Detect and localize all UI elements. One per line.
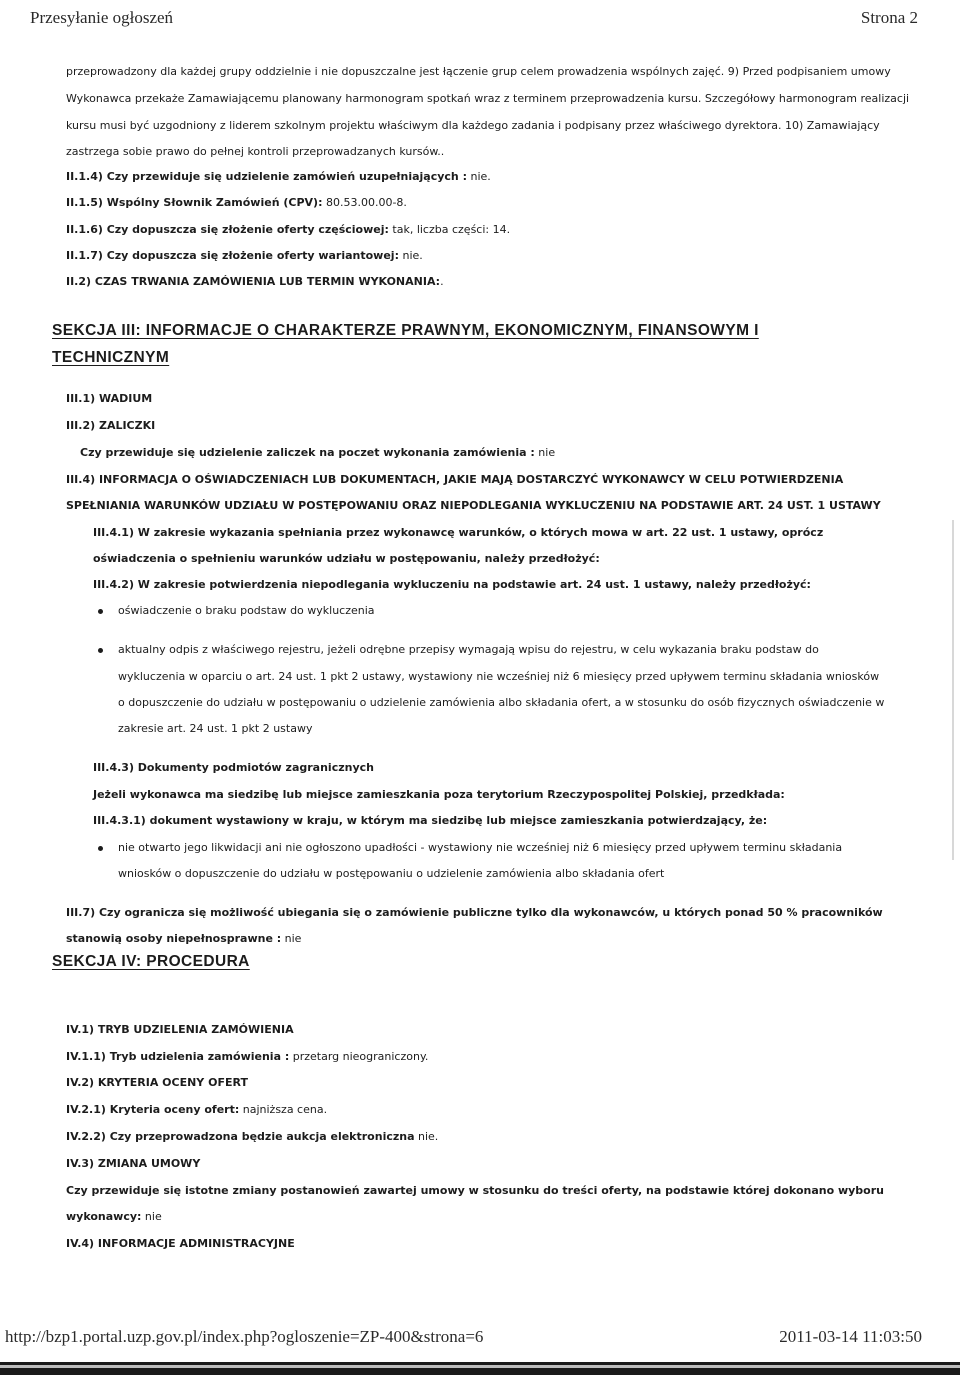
heading-iv-2 xyxy=(66,1076,248,1090)
item-value: nie xyxy=(141,1210,162,1223)
intro-line-4: zastrzega sobie prawo do pełnej kontroli przeprowadzanych kursów.. xyxy=(66,145,445,158)
list-item-2-line-4: zakresie art. 24 ust. 1 pkt 2 ustawy xyxy=(118,722,313,735)
item-text: III.4.3.1) dokument wystawiony w kraju, w którym ma siedzibę lub miejsce zamieszkania potwierdzający, że: xyxy=(93,814,768,827)
list-item-1: oświadczenie o braku podstaw do wykluczenia xyxy=(118,604,375,617)
item-ii-1-6 xyxy=(66,223,510,237)
heading-text: IV.4) INFORMACJE ADMINISTRACYJNE xyxy=(66,1237,295,1250)
item-label: IV.1.1) Tryb udzielenia zamówienia : xyxy=(66,1050,290,1063)
item-value: 80.53.00.00-8. xyxy=(322,196,407,209)
heading-text: III.2) ZALICZKI xyxy=(66,419,156,432)
list-item-2-line-3: o dopuszczenie do udziału w postępowaniu o udzielenie zamówienia albo składania ofert, a w stosunku do osób fizycznych oświadczenie w xyxy=(118,696,885,709)
item-value: nie. xyxy=(466,170,491,183)
item-value: najniższa cena. xyxy=(239,1103,328,1116)
scan-edge-mark xyxy=(952,520,954,860)
list-item-2-line-1: aktualny odpis z właściwego rejestru, jeżeli odrębne przepisy wymagają wpisu do rejestru, w celu wykazania braku podstaw do xyxy=(118,643,819,656)
item-value: przetarg nieograniczony. xyxy=(289,1050,429,1063)
item-text: III.4.3) Dokumenty podmiotów zagranicznych xyxy=(93,761,374,774)
item-ii-1-7 xyxy=(66,249,423,263)
intro-line-1: przeprowadzony dla każdej grupy oddzielnie i nie dopuszczalne jest łączenie grup celem prowadzenia wspólnych zajęć. 9) Przed podpisaniem umowy xyxy=(66,65,891,78)
footer-datetime: 2011-03-14 11:03:50 xyxy=(779,1327,922,1346)
item-label: wykonawcy: xyxy=(66,1210,142,1223)
heading-text: IV.1) TRYB UDZIELENIA ZAMÓWIENIA xyxy=(66,1023,294,1036)
list-item-3-line-2: wniosków o dopuszczenie do udziału w postępowaniu o udzielenie zamówienia albo składania ofert xyxy=(118,867,665,880)
item-value: . xyxy=(440,275,444,288)
item-iii-4-1-line-1 xyxy=(93,526,823,540)
item-ii-1-4 xyxy=(66,170,491,184)
item-label: II.1.5) Wspólny Słownik Zamówień (CPV): xyxy=(66,196,323,209)
heading-wadium xyxy=(66,392,152,406)
item-iv-3-line-2 xyxy=(66,1210,162,1224)
bullet-icon xyxy=(98,648,103,653)
item-text: Jeżeli wykonawca ma siedzibę lub miejsce zamieszkania poza terytorium Rzeczypospolitej Polskiej, przedkłada: xyxy=(93,788,785,801)
item-value: nie xyxy=(281,932,302,945)
intro-line-3: kursu musi być uzgodniony z liderem szkolnym projektu właściwym dla każdego zadania i podpisany przez właściwego dyrektora. 10) Zamawiający xyxy=(66,119,880,132)
page-number: Strona 2 xyxy=(860,8,918,27)
list-item-2-line-2: wykluczenia w oparciu o art. 24 ust. 1 pkt 2 ustawy, wystawiony nie wcześniej niż 6 miesięcy przed upływem terminu składania wniosków xyxy=(118,670,880,683)
heading-text: IV.2) KRYTERIA OCENY OFERT xyxy=(66,1076,248,1089)
heading-text: SPEŁNIANIA WARUNKÓW UDZIAŁU W POSTĘPOWANIU ORAZ NIEPODLEGANIA WYKLUCZENIU NA PODSTAWIE ART. 24 UST. 1 USTAWY xyxy=(66,499,881,512)
item-label: II.1.6) Czy dopuszcza się złożenie oferty częściowej: xyxy=(66,223,389,236)
item-label: II.2) CZAS TRWANIA ZAMÓWIENIA LUB TERMIN WYKONANIA: xyxy=(66,275,441,288)
section-iv-title: SEKCJA IV: PROCEDURA xyxy=(52,953,250,970)
item-text: III.4.1) W zakresie wykazania spełniania przez wykonawcę warunków, o których mowa w art. 22 ust. 1 ustawy, oprócz xyxy=(93,526,824,539)
item-iii-7-line-2 xyxy=(66,932,301,946)
item-iii-7-line-1 xyxy=(66,906,883,920)
item-text: III.4.2) W zakresie potwierdzenia niepodlegania wykluczeniu na podstawie art. 24 ust. 1 ustawy, należy przedłożyć: xyxy=(93,578,811,591)
item-value: nie. xyxy=(398,249,423,262)
bullet-icon xyxy=(98,609,103,614)
item-iv-2-1 xyxy=(66,1103,327,1117)
item-text: Czy przewiduje się istotne zmiany postanowień zawartej umowy w stosunku do treści oferty, na podstawie której dokonano wyboru xyxy=(66,1184,884,1197)
item-iv-3-line-1 xyxy=(66,1184,884,1198)
intro-line-2: Wykonawca przekaże Zamawiającemu planowany harmonogram spotkań wraz z terminem przeprowadzenia kursu. Szczegółowy harmonogram realizacji xyxy=(66,92,910,105)
heading-iii-4-line-1 xyxy=(66,473,843,487)
item-iii-4-1-line-2 xyxy=(93,552,600,566)
item-ii-2 xyxy=(66,275,444,289)
item-iv-1-1 xyxy=(66,1050,428,1064)
section-iii-title-line-1: SEKCJA III: INFORMACJE O CHARAKTERZE PRAWNYM, EKONOMICZNYM, FINANSOWYM I xyxy=(52,322,759,339)
heading-iv-4 xyxy=(66,1237,295,1251)
section-iii-title-line-2: TECHNICZNYM xyxy=(52,349,170,366)
bullet-icon xyxy=(98,846,103,851)
item-value: nie. xyxy=(414,1130,439,1143)
zaliczki-question xyxy=(80,446,555,460)
item-iii-4-3 xyxy=(93,761,374,775)
item-value: tak, liczba części: 14. xyxy=(388,223,511,236)
item-iv-2-2 xyxy=(66,1130,438,1144)
item-text: oświadczenia o spełnieniu warunków udziału w postępowaniu, należy przedłożyć: xyxy=(93,552,600,565)
item-iii-4-3-1 xyxy=(93,814,767,828)
list-item-3-line-1: nie otwarto jego likwidacji ani nie ogłoszono upadłości - wystawiony nie wcześniej niż 6 miesięcy przed upływem terminu składania xyxy=(118,841,843,854)
heading-iii-4-line-2 xyxy=(66,499,881,513)
heading-zaliczki xyxy=(66,419,155,433)
heading-text: III.4) INFORMACJA O OŚWIADCZENIACH LUB DOKUMENTACH, JAKIE MAJĄ DOSTARCZYĆ WYKONAWCY W CELU POTWIERDZENIA xyxy=(66,473,844,486)
item-value: nie xyxy=(534,446,556,459)
item-text: III.7) Czy ogranicza się możliwość ubiegania się o zamówienie publiczne tylko dla wykonawców, u których ponad 50 % pracowników xyxy=(66,906,883,919)
heading-text: III.1) WADIUM xyxy=(66,392,153,405)
item-iii-4-3-body xyxy=(93,788,785,802)
header-title: Przesyłanie ogłoszeń xyxy=(30,8,174,27)
item-label: Czy przewiduje się udzielenie zaliczek na poczet wykonania zamówienia : xyxy=(80,446,535,459)
item-label: IV.2.1) Kryteria oceny ofert: xyxy=(66,1103,240,1116)
item-ii-1-5 xyxy=(66,196,407,210)
item-iii-4-2 xyxy=(93,578,811,592)
heading-text: IV.3) ZMIANA UMOWY xyxy=(66,1157,201,1170)
heading-iv-1 xyxy=(66,1023,294,1037)
item-label: stanowią osoby niepełnosprawne : xyxy=(66,932,282,945)
heading-iv-3 xyxy=(66,1157,200,1171)
scan-bottom-border xyxy=(0,1362,960,1375)
item-label: II.1.4) Czy przewiduje się udzielenie zamówień uzupełniających : xyxy=(66,170,467,183)
footer-url: http://bzp1.portal.uzp.gov.pl/index.php?ogloszenie=ZP-400&strona=6 xyxy=(5,1327,484,1346)
item-label: II.1.7) Czy dopuszcza się złożenie oferty wariantowej: xyxy=(66,249,399,262)
item-label: IV.2.2) Czy przeprowadzona będzie aukcja elektroniczna xyxy=(66,1130,415,1143)
